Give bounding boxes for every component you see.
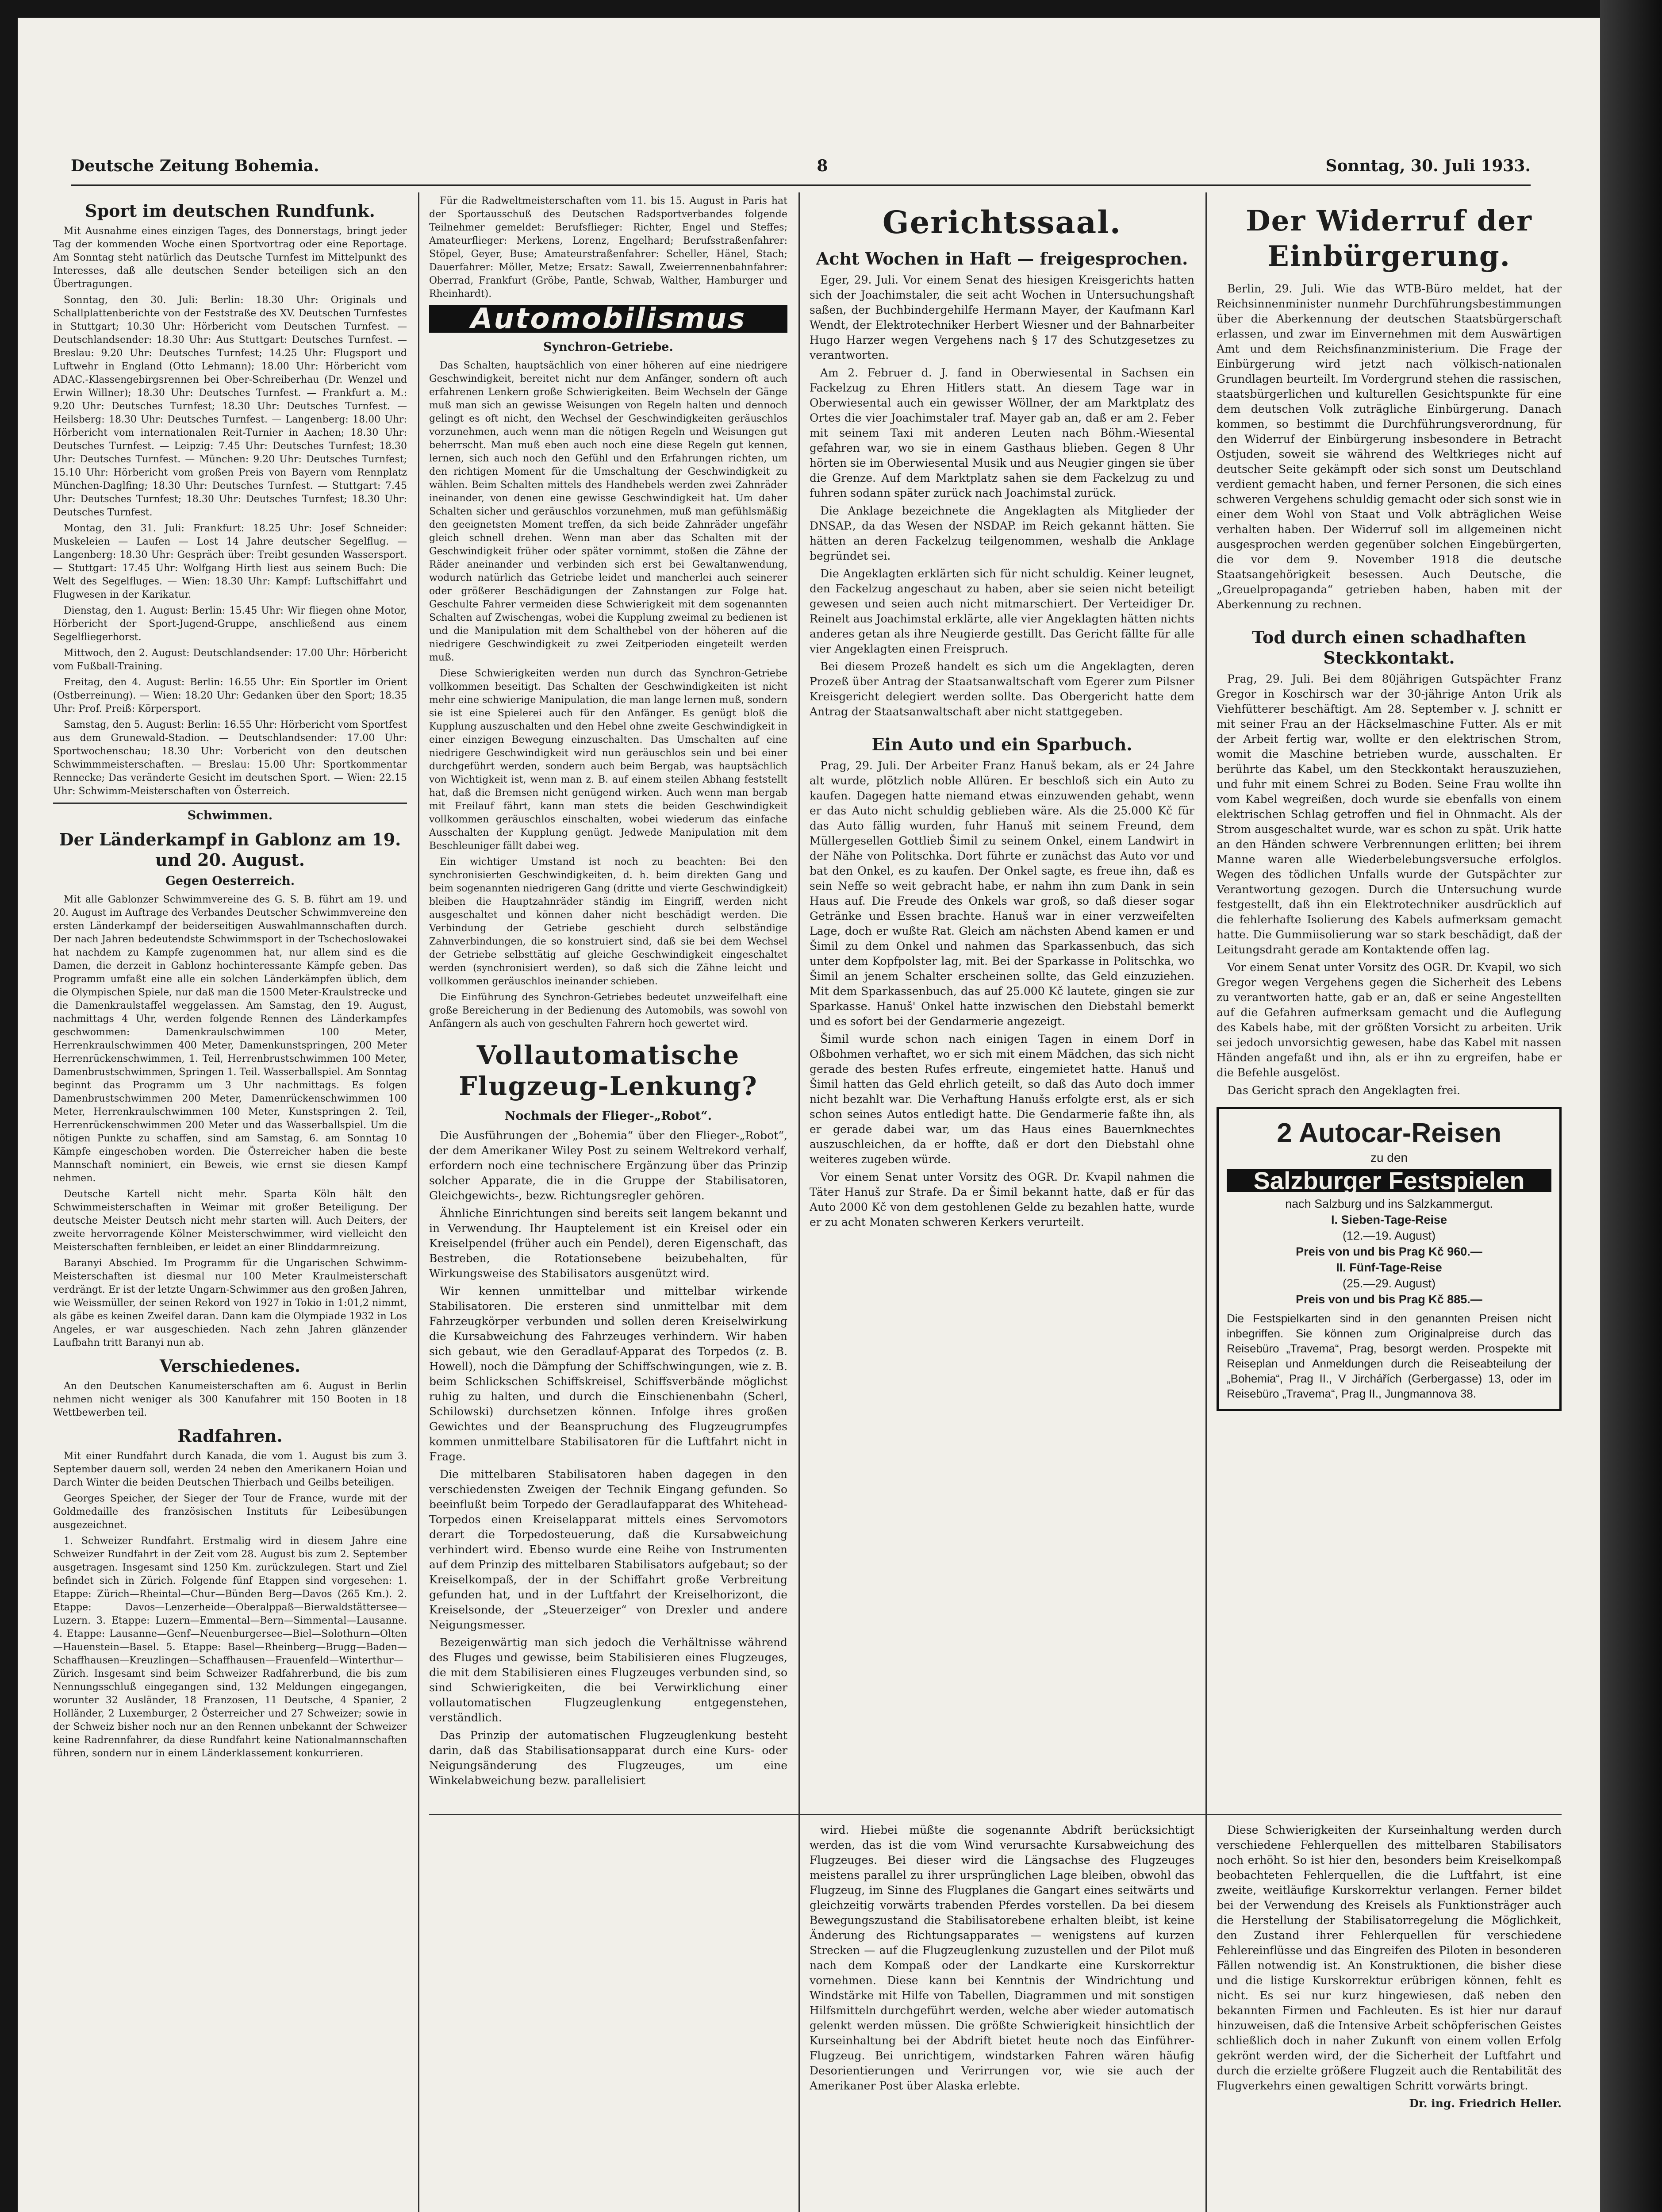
court-story2-heading: Ein Auto und ein Sparbuch. <box>871 734 1132 754</box>
paragraph: Georges Speicher, der Sieger der Tour de France, wurde mit der Goldmedaille des französischen Instituts für Leibesübungen ausgezeichnet. <box>53 1493 407 1531</box>
paragraph: Am 2. Februer d. J. fand in Oberwiesental in Sachsen ein Fackelzug zu Ehren Hitlers statt. An diesem Tage war in Oberwiesental auch ein gewisser Wöllner, der am Marktplatz des Ortes die vier Joachimstaler traf. Mayer gab an, daß er am 2. Feber mit seinem Taxi mit anderen Leuten nach Böhm.-Wiesental gefahren war, wo sie in einem Gasthaus blieben. Gegen 8 Uhr hörten sie im Oberwiesental Musik und aus Neugier gingen sie über die Grenze. Auf dem Marktplatz sahen sie dem Fackelzug zu und fuhren sodann später zurück nach Joachimstal zurück. <box>810 366 1194 499</box>
court-story1-body <box>810 273 1194 719</box>
ad-destination: Salzburger Festspielen <box>1227 1169 1551 1192</box>
paragraph: Eger, 29. Juli. Vor einem Senat des hiesigen Kreisgerichts hatten sich der Joachimstaler, die seit acht Wochen in Untersuchungshaft saßen, der Buchbindergehilfe Hermann Mayer, der Kaufmann Karl Wendt, der Elektrotechniker Herbert Wiesner und der Bahnarbeiter Hugo Harzer wegen Vergehens nach § 17 des Schutzgesetzes zu verantworten. <box>810 273 1194 361</box>
swim-body <box>53 893 407 1350</box>
paragraph: Samstag, den 5. August: Berlin: 16.55 Uhr: Hörbericht vom Sportfest aus dem Grunewald-Stadion. — Deutschlandsender: 17.00 Uhr: Sportwochenschau; 18.30 Uhr: Vorbericht von den deutschen Schwimmmeisterschaften. — Breslau: 15.00 Uhr: Sportkommentar Rennecke; Das veränderte Gesicht im deutschen Sport. — Wien: 22.15 Uhr: Schwimm-Meisterschaften von Österreich. <box>53 719 407 797</box>
synchro-subheading: Synchron-Getriebe. <box>543 340 673 354</box>
paragraph: Montag, den 31. Juli: Frankfurt: 18.25 Uhr: Josef Schneider: Muskeleien — Laufen — Lost 14 Jahre deutscher Segelflug. — Langenberg: 18.30 Uhr: Gespräch über: Treibt gesunden Wassersport. — Stuttgart: 17.45 Uhr: Wolfgang Hirth liest aus seinem Buch: Die Welt des Segelfluges. — Wien: 18.30 Uhr: Kampf: Luftschiffahrt und Flugwesen in der Karikatur. <box>53 523 407 600</box>
misc-heading: Verschiedenes. <box>159 1356 301 1376</box>
flight-subheading: Nochmals der Flieger-„Robot“. <box>505 1109 712 1123</box>
paragraph: Prag, 29. Juli. Der Arbeiter Franz Hanuš bekam, als er 24 Jahre alt wurde, plötzlich noble Allüren. Er beschloß sich ein Auto zu kaufen. Dagegen hatte niemand etwas einzuwenden gehabt, wenn er das Auto nicht schuldig geblieben wäre. Als die 25.000 Kč für das Auto fällig wurden, fuhr Hanuš mit seinem Freund, dem Müllergesellen Gottlieb Šimil zu seinem Onkel, einem Landwirt in der Nähe von Politschka. Dort führte er zunächst das Auto vor und bat den Onkel, es zu kaufen. Der Onkel sagte, es freue ihn, daß es sein Neffe so weit gebracht habe, er nahm ihn zum Dank in sein Haus auf. Die Freude des Onkels war groß, so daß dieser sogar Getränke und Essen brachte. Hanuš war in einer verzweifelten Lage, doch er wußte Rat. Gleich am nächsten Abend kamen er und Šimil zu dem Onkel und nahmen das Sparkassenbuch, das sich unter dem Kopfpolster lag, mit. Bei der Sparkasse in Politschka, wo Šimil an jenem Schalter erscheinen sollte, das Geld einzuziehen. Mit dem Sparkassenbuch, das auf 25.000 Kč lautete, gingen sie zur Sparkasse. Hanuš' Onkel hatte inzwischen den Diebstahl bemerkt und es sofort bei der Gendarmerie angezeigt. <box>810 759 1194 1028</box>
cycling-championship-notice: Für die Radweltmeisterschaften vom 11. bis 15. August in Paris hat der Sportausschuß des Deutschen Radsportverbandes folgende Teilnehmer gemeldet: Berufsflieger: Richter, Engel und Steffes; Amateurflieger: Merkens, Lorenz, Engelhard; Berufsstraßenfahrer: Stöpel, Geyer, Buse; Amateurstraßenfahrer: Scheller, Hänel, Stach; Dauerfahrer: Möller, Metze; Ersatz: Sawall, Zweierrennenbahnfahrer: Oberrad, Frankfurt (Gröbe, Pantle, Schwab, Walther, Hamburger und Rheinhardt). <box>429 196 787 300</box>
paragraph: Ähnliche Einrichtungen sind bereits seit langem bekannt und in Verwendung. Ihr Hauptelement ist ein Kreisel oder ein Kreiselpendel (früher auch ein Pendel), deren Eigenschaft, das Bestreben, die Rotationsebene beizubehalten, für Wirkungsweise des Stabilisators ausgenützt wird. <box>429 1207 787 1280</box>
paragraph: Prag, 29. Juli. Bei dem 80jährigen Gutspächter Franz Gregor in Koschirsch war der 30-jährige Anton Urik als Viehfütterer beschäftigt. Am 28. September v. J. schnitt er mit seiner Frau an der Häckselmaschine Futter. Als er mit der Arbeit fertig war, wollte er den elektrischen Strom, womit die Maschine betrieben wurde, ausschalten. Er berührte das Kabel, um den Steckkontakt herauszuziehen, und fuhr mit einem Schrei zu Boden. Seine Frau wollte ihn vom Kabel wegreißen, doch wurde sie ebenfalls von einem elektrischen Schlag getroffen und fiel in Ohnmacht. Als der Strom ausgeschaltet wurde, war es schon zu spät. Urik hatte an den Händen schwere Verbrennungen erlitten; bei ihrem Manne waren alle Wiederbelebungsversuche erfolglos. Wegen des tödlichen Unfalls wurde der Gutspächter zur Verantwortung gezogen. Durch die Untersuchung wurde festgestellt, daß ihn ein Elektrotechniker ausdrücklich auf die fehlerhafte Isolierung des Kabels aufmerksam gemacht hatte. Die Gummiisolierung war so stark beschädigt, daß der Leitungsdraht gerade am Kontaktende offen lag. <box>1217 672 1562 956</box>
cycling-heading: Radfahren. <box>177 1426 283 1446</box>
sport-radio-heading: Sport im deutschen Rundfunk. <box>85 201 375 221</box>
paragraph: Freitag, den 4. August: Berlin: 16.55 Uhr: Ein Sportler im Orient (Ostberreinung). — Wien: 18.20 Uhr: Gedanken über den Sport; 18.35 Uhr: Prof. Preiß: Körpersport. <box>53 677 407 714</box>
ad-route: nach Salzburg und ins Salzkammergut. <box>1285 1197 1493 1210</box>
paragraph: Baranyi Abschied. Im Programm für die Ungarischen Schwimm-Meisterschaften ist diesmal nur 100 Meter Kraulmeisterschaft verdrängt. Er ist der letzte Ungarn-Schwimmer aus den großen Jahren, wie Weissmüller, der seinen Rekord von 1927 in Tokio in 1:01,2 nimmt, als gäbe es keinen Zweifel daran. Dann kam die Olympiade 1932 in Los Angeles, er war ausgeschieden. Nach zehn Jahren glänzender Laufbahn tritt Baranyi nun ab. <box>53 1258 407 1348</box>
travel-advertisement <box>1217 1107 1562 1411</box>
flight-continuation-right-text: Diese Schwierigkeiten der Kurseinhaltung werden durch verschiedene Fehlerquellen des mittelbaren Stabilisators noch erhöht. So ist hier den, besonders beim Kreiselkompaß beobachteten Fehlerquellen, die die Luftfahrt, ist eine zweite, weitläufige Kurskorrektur verlangen. Ferner bildet bei der Verwendung des Kreisels als Funktionsträger auch die Herstellung der Stabilisatorregelung die Möglichkeit, den Zustand ihrer Fehlerquellen für verschiedene Fehlereinflüsse und das Eingreifen des Piloten in besonderen Fällen notwendig ist. An Konstruktionen, die bisher diese und die listige Kurskorrektur erübrigen können, fehlt es nicht. Es sei nur kurz hingewiesen, daß neben den bekannten Firmen und Fachleuten. Es ist hier nur darauf hinzuweisen, daß die Intensive Arbeit schöpferischen Geistes schließlich doch in naher Zukunft von einem vollen Erfolg gekrönt werden wird, der die Sicherheit der Luftfahrt und durch die erzielte größere Flugzeit auch die Rentabilität des Flugverkehrs einen gewaltigen Schritt vorwärts bringt. <box>1217 1824 1562 2092</box>
author-signature: Dr. ing. Friedrich Heller. <box>1409 2097 1562 2110</box>
revocation-heading: Der Widerruf der Einbürgerung. <box>1246 204 1532 273</box>
ad-title: 2 Autocar-Reisen <box>1277 1118 1501 1148</box>
paragraph: Mit Ausnahme eines einzigen Tages, des Donnerstags, bringt jeder Tag der kommenden Woche einen Sportvortrag oder eine Reportage. Am Sonntag steht natürlich das Deutsche Turnfest im Mittelpunkt des Interesses, daß alle deutschen Sender beteiligen sich an den Übertragungen. <box>53 226 407 290</box>
cycling-body <box>53 1450 407 1760</box>
accident-heading: Tod durch einen schadhaften Steckkontakt. <box>1252 627 1526 668</box>
flight-continuation-left-text: wird. Hiebei müßte die sogenannte Abdrift berücksichtigt werden, das ist die vom Wind verursachte Kursabweichung des Flugzeuges. Bei dieser wird die Längsachse des Flugzeuges meistens parallel zu ihrer ursprünglichen Lage bleiben, obwohl das Flugzeug, im Sinne des Flugplanes die Gangart eines seitwärts und gleichzeitig vorwärts trabenden Pferdes vorstellen. Da bei diesem Bewegungszustand die Stabilisatorebene erhalten bleibt, ist keine Änderung des Richtungsapparates — wenigstens auf kurzen Strecken — auf die Flugzeuglenkung zuzustellen und der Pilot muß nach dem Kompaß oder der Landkarte eine Kurskorrektur vornehmen. Diese kann bei Kenntnis der Windrichtung und Windstärke mit Hilfe von Tabellen, Diagrammen und mit sonstigen Hilfsmitteln durchgeführt werden, welche aber wieder automatisch gelenkt werden müssen. Die größte Schwierigkeit hinsichtlich der Kurseinhaltung bei der Abdrift bietet heute noch das Einführer-Flugzeug. Bei unrichtigem, windstarken Fahren wären häufig Desorientierungen und Verirrungen vor, wie sie auch der Amerikaner Post über Alaska erlebte. <box>810 1824 1194 2092</box>
ad-zu-den: zu den <box>1370 1151 1408 1164</box>
paragraph: Das Prinzip der automatischen Flugzeuglenkung besteht darin, daß das Stabilisationsapparat durch eine Kurs- oder Neigungsänderung des Flugzeuges, um eine Winkelabweichung bezw. parallelisiert <box>429 1729 787 1787</box>
paragraph: Die Einführung des Synchron-Getriebes bedeutet unzweifelhaft eine große Bereicherung in der Bedienung des Automobils, was sowohl von Anfängern als auch von geschulten Fahrern hoch gewertet wird. <box>429 992 787 1029</box>
paragraph: Mit alle Gablonzer Schwimmvereine des G. S. B. führt am 19. und 20. August im Auftrage des Verbandes Deutscher Schwimmvereine den ersten Länderkampf der beiderseitigen Auswahlmannschaften durch. Der nach Jahren bedeutendste Schwimmsport in der Tschechoslowakei hat nachdem zu Kampfe zugenommen hat, nur allem sind es die Damen, die derzeit in Gablonz hochinteressante Kämpfe geben. Das Programm umfaßt eine alle ein solchen Länderkämpfen üblich, dem die Olympischen Spiele, nur daß man die 1500 Meter-Kraulstrecke und die Damenkraulstaffel weggelassen. Am Samstag, den 19. August, nachmittags 4 Uhr, werden folgende Rennen des Länderkampfes geschwommen: Damenkraulschwimmen 100 Meter, Herrenkraulschwimmen 400 Meter, Damenkunstspringen, 200 Meter Herrenrückenschwimmen, 1. Teil, Herrenbrustschwimmen 100 Meter, Damenbrustschwimmen, Springen 1. Teil. Wasserballspiel. Am Sonntag beginnt das Programm um 3 Uhr nachmittags. Es folgen Damenbrustschwimmen 200 Meter, Damenrückenschwimmen 100 Meter, Herrenkraulschwimmen 100 Meter, Kunstspringen 2. Teil, Herrenrückenschwimmen 200 Meter und das Wasserballspiel. Um die nötigen Punkte zu schaffen, sind am Samstag, 6. am Sonntag 10 Kämpfe eingeschoben worden. Die Österreicher haben die beste Mannschaft nominiert, ein Beweis, wie ernst sie diesen Kampf nehmen. <box>53 894 407 1184</box>
ad-trip2-dates: (25.—29. August) <box>1342 1277 1436 1290</box>
paragraph: Diese Schwierigkeiten werden nun durch das Synchron-Getriebe vollkommen beseitigt. Das Schalten der Geschwindigkeiten ist nicht mehr eine schwierige Manipulation, die man lange lernen muß, sondern sie ist eine Spielerei auch für den Anfänger. Es genügt bloß die Kupplung auszuschalten und den Hebel ohne zweite Geschwindigkeit in einer einzigen Bewegung einzuschalten. Das Umschalten auf eine niedrigere Geschwindigkeit wird nun geräuschlos sein und bei einer durchgeführt werden, sondern auch beim Bergab, was hauptsächlich von Wichtigkeit ist, wenn man z. B. auf einem steilen Abhang feststellt hat, daß die Bremsen nicht genügend wirken. Auch wenn man bergab mit Freilauf fährt, kann man stets die beiden Geschwindigkeit vollkommen geräuschlos einschalten, wobei wiederum das einfache Ausschalten der Kupplung genügt. Jedwede Manipulation mit dem Beschleuniger fällt dabei weg. <box>429 668 787 852</box>
column-1 <box>53 195 407 2212</box>
flight-continuation-right <box>1217 1823 1562 2212</box>
ad-footnote: Die Festspielkarten sind in den genannten Preisen nicht inbegriffen. Sie können zum Originalpreise durch das Reisebüro „Travema“, Prag, besorgt werden. Prospekte mit Reiseplan und Anmeldungen durch die Reiseabteilung der „Bohemia“, Prag II., V Jirchářích (Gerbergasse) 13, oder im Reisebüro „Travema“, Prag II., Jungmannova 38. <box>1227 1312 1551 1400</box>
paragraph: Sonntag, den 30. Juli: Berlin: 18.30 Uhr: Originals und Schallplattenberichte von der Feststraße des XV. Deutschen Turnfestes in Stuttgart; 10.30 Uhr: Hörbericht vom Deutschen Turnfest. — Deutschlandsender: 18.30 Uhr: Aus Stuttgart: Deutsches Turnfest. — Breslau: 9.20 Uhr: Deutsches Turnfest; 14.25 Uhr: Flugsport und Luftwehr in England (Otto Lehmann); 18.00 Uhr: Hörbericht vom ADAC.-Klassengebirgsrennen bei Ober-Schreiberhau (Dr. Wenzel und Erwin Willner); 18.30 Uhr: Deutsches Turnfest. — Frankfurt a. M.: 9.20 Uhr: Deutsches Turnfest; 18.30 Uhr: Deutsches Turnfest. — Heilsberg: 18.30 Uhr: Deutsches Turnfest. — Langenberg: 18.00 Uhr: Hörbericht vom internationalen Reit-Turnier in Aachen; 18.30 Uhr: Deutsches Turnfest. — Leipzig: 7.45 Uhr: Deutsches Turnfest; 18.30 Uhr: Deutsches Turnfest. — München: 9.20 Uhr: Deutsches Turnfest; 15.10 Uhr: Hörbericht vom großen Preis von Bayern vom Rennplatz München-Daglfing; 18.30 Uhr: Deutsches Turnfest. — Stuttgart: 7.45 Uhr: Deutsches Turnfest; 18.30 Uhr: Deutsches Turnfest; 18.30 Uhr: Deutsches Turnfest. <box>53 295 407 518</box>
paragraph: Šimil wurde schon nach einigen Tagen in einem Dorf in Oßbohmen verhaftet, wo er sich mit einem Mädchen, das sich nicht gerade des besten Rufes erfreute, eingemietet hatte. Hanuš und Šimil hatten das Geld ehrlich geteilt, so daß das Auto doch immer nicht bezahlt war. Die Verhaftung Hanušs erfolgte erst, als er sich schon seines Autos entledigt hatte. Die Gendarmerie faßte ihn, als er gerade dabei war, um das Haus eines Bauernknechtes auszuschleichen, da er hoffte, daß er dort den Diebstahl ohne weiteres zugeben würde. <box>810 1033 1194 1166</box>
paragraph: Deutsche Kartell nicht mehr. Sparta Köln hält den Schwimmeisterschaften in Weimar mit großer Beteiligung. Der deutsche Meister Deutsch nicht mehr starten will. Auch Deiters, der zweite hervorragende Kölner Meisterschwimmer, wird vielleicht den Meisterschaften fernbleiben, er leidet an einer Blinddarmreizung. <box>53 1189 407 1253</box>
page-edge-shadow <box>1600 0 1662 2212</box>
paragraph: Die Anklage bezeichnete die Angeklagten als Mitglieder der DNSAP., da das Wesen der NSDAP. im Reich gekannt hätten. Sie hätten an deren Fackelzug teilgenommen, weshalb die Anklage begründet sei. <box>810 504 1194 562</box>
sport-radio-body <box>53 225 407 798</box>
swim-subheading: Gegen Oesterreich. <box>165 874 295 888</box>
ad-trip1-price: Preis von und bis Prag Kč 960.— <box>1296 1245 1482 1258</box>
paragraph: Vor einem Senat unter Vorsitz des OGR. Dr. Kvapil nahmen die Täter Hanuš zur Strafe. Da er Šimil bekannt hatte, daß er für das Auto 2000 Kč von dem gestohlenen Gelde zu bezahlen hatte, wurde er zu acht Monaten schweren Kerkers verurteilt. <box>810 1171 1194 1229</box>
issue-date: Sonntag, 30. Juli 1933. <box>1325 157 1531 175</box>
paragraph: Bei diesem Prozeß handelt es sich um die Angeklagten, deren Prozeß über Antrag der Staatsanwaltschaft vom Egerer zum Pilsner Kreisgericht delegiert werden sollte. Das Obergericht hatte dem Antrag der Staatsanwaltschaft aber nicht stattgegeben. <box>810 660 1194 718</box>
paragraph: Mittwoch, den 2. August: Deutschlandsender: 17.00 Uhr: Hörbericht vom Fußball-Training. <box>53 648 407 672</box>
synchro-body <box>429 359 787 1031</box>
ad-trip1-dates: (12.—19. August) <box>1342 1229 1436 1242</box>
flight-heading: Vollautomatische Flugzeug-Lenkung? <box>459 1040 758 1101</box>
revocation-body <box>1217 281 1562 612</box>
paragraph: Die Angeklagten erklärten sich für nicht schuldig. Keiner leugnet, den Fackelzug angeschaut zu haben, aber sie seien nicht beteiligt gewesen und seien auch nicht mitmarschiert. Der Verteidiger Dr. Reinelt aus Joachimstal erklärte, alle vier Angeklagten hätten nichts anderes getan als ihre Neugierde gestillt. Das Gericht fällte für alle vier Angeklagten einen Freispruch. <box>810 567 1194 655</box>
paragraph: Mit einer Rundfahrt durch Kanada, die vom 1. August bis zum 3. September dauern soll, werden 24 neben den Amerikanern Hoian und Darch Winter die beiden Deutschen Thierbach und Geilbs beteiligen. <box>53 1451 407 1488</box>
paragraph: Die mittelbaren Stabilisatoren haben dagegen in den verschiedensten Zweigen der Technik Eingang gefunden. So beeinflußt beim Torpedo der Geradlaufapparat des Whitehead-Torpedos einen Kreiselapparat mittels eines Servomotors derart die Torpedosteuerung, daß die Kursabweichung verhindert wird. Ebenso wurde eine Reihe von Instrumenten auf dem Prinzip des mittelbaren Stabilisators aufgebaut; so der Kreiselkompaß, der in der Schiffahrt große Verbreitung gefunden hat, und in der Luftfahrt der Kreiselhorizont, die Kreiselsonde, der „Steuerzeiger“ von Drexler und andere Neigungsmesser. <box>429 1468 787 1631</box>
paragraph: Vor einem Senat unter Vorsitz des OGR. Dr. Kvapil, wo sich Gregor wegen Vergehens gegen die Sicherheit des Lebens zu verantworten hatte, gab er an, daß er seine Angestellten auf die Gefahren aufmerksam gemacht und die Auflegung des Kabels habe, mit der größten Vorsicht zu arbeiten. Urik sei jedoch unvorsichtig gewesen, habe das Kabel mit nassen Händen angefaßt und ihn, als er ihn zu ergreifen, habe er die Befehle ausgelöst. <box>1217 961 1562 1079</box>
column-3 <box>810 195 1194 1796</box>
newspaper-page <box>18 18 1600 2212</box>
paragraph: Die Ausführungen der „Bohemia“ über den Flieger-„Robot“, der dem Amerikaner Wiley Post zu seinem Weltrekord verhalf, erfordern noch eine technischere Ergänzung über das Prinzip solcher Apparate, die in die Gruppe der Stabilisatoren, Gleichgewichts-, bezw. Richtungsregler gehören. <box>429 1129 787 1202</box>
running-head <box>71 153 1531 186</box>
column-2 <box>429 195 787 1796</box>
court-story2-body <box>810 758 1194 1230</box>
paragraph: Berlin, 29. Juli. Wie das WTB-Büro meldet, hat der Reichsinnenminister nunmehr Durchführungsbestimmungen über die Aberkennung der deutschen Staatsbürgerschaft erlassen, und zwar im Einvernehmen mit dem Auswärtigen Amt und dem Reichsfinanzministerium. Die Frage der Einbürgerung wird jetzt nach völkisch-nationalen Grundlagen beurteilt. Im Vordergrund stehen die rassischen, staatsbürgerlichen und kulturellen Gesichtspunkte für eine dem deutschen Volk zuträgliche Einbürgerung. Danach kommen, so bestimmt die Durchführungsverordnung, für den Widerruf der Einbürgerung insbesondere in Betracht Ostjuden, soweit sie während des Weltkrieges nicht auf deutscher Seite gekämpft oder sich sonst um Deutschland verdient gemacht haben, und ferner Personen, die sich eines schweren Vergehens schuldig gemacht oder sich sonst wie in einer dem Wohl von Staat und Volk abträglichen Weise verhalten haben. Der Widerruf soll im allgemeinen nicht ausgesprochen werden gegenüber solchen Eingebürgerten, die vor dem 9. November 1918 die deutsche Staatsangehörigkeit besessen. Auch Deutsche, die „Greuelpropaganda“ getrieben haben, haben mit der Aberkennung zu rechnen. <box>1217 282 1562 611</box>
swim-kicker: Schwimmen. <box>187 809 273 822</box>
paragraph: Bezeigenwärtig man sich jedoch die Verhältnisse während des Fluges und gewisse, beim Stabilisieren eines Flugzeuges, die mit dem Stabilisieren eines Flugzeuges verbunden sind, so sind Schwierigkeiten, die bei Verwirklichung einer vollautomatischen Flugzeuglenkung entgegenstehen, verständlich. <box>429 1636 787 1724</box>
ad-trip2-price: Preis von und bis Prag Kč 885.— <box>1296 1293 1482 1306</box>
page-number: 8 <box>817 157 828 175</box>
flight-body <box>429 1128 787 1788</box>
paragraph: Ein wichtiger Umstand ist noch zu beachten: Bei den synchronisierten Geschwindigkeiten, d. h. beim direkten Gang und beim sogenannten niedrigeren Gang (dritte und vierte Geschwindigkeit) bleiben die Hauptzahnräder ständig im Eingriff, werden nicht ausgeschaltet und können daher nicht beschädigt werden. Die Verbindung der Getriebe geschieht durch selbständige Zahnverbindungen, die so konstruiert sind, daß sie bei dem Wechsel der Getriebe selbsttätig auf gleiche Geschwindigkeit eingeschaltet werden (synchronisiert werden), so daß sich die Zähne leicht und vollkommen geräuschlos ineinander schieben. <box>429 856 787 987</box>
accident-body <box>1217 672 1562 1098</box>
paragraph: 1. Schweizer Rundfahrt. Erstmalig wird in diesem Jahre eine Schweizer Rundfahrt in der Zeit vom 28. August bis zum 2. September ausgetragen. Insgesamt sind 1250 Km. zurückzulegen. Start und Ziel befindet sich in Zürich. Folgende fünf Etappen sind vorgesehen: 1. Etappe: Zürich—Rheintal—Chur—Bünden Berg—Davos (265 Km.). 2. Etappe: Davos—Lenzerheide—Oberalppaß—Bierwaldstättersee—Luzern. 3. Etappe: Luzern—Emmental—Bern—Simmental—Lausanne. 4. Etappe: Lausanne—Genf—Neuenburgersee—Biel—Solothurn—Olten—Hauenstein—Basel. 5. Etappe: Basel—Rheinberg—Brugg—Baden—Schaffhausen—Kreuzlingen—Schaffhausen—Frauenfeld—Winterthur—Zürich. Insgesamt sind beim Schweizer Radfahrerbund, die bis zum Nennungsschluß eingegangen sind, 132 Meldungen eingegangen, worunter 32 Ausländer, 18 Franzosen, 11 Deutsche, 4 Spanier, 2 Holländer, 2 Luxemburger, 2 Österreicher und 27 Schweizer; sowie in der Schweiz bisher noch nur an den Rennen unbekannt der Schweizer keine Radrennfahrer, da diese Rundfahrt keine Nationalmannschaften führen, sondern nur in einem Länderklassement konkurrieren. <box>53 1536 407 1759</box>
flight-continuation-left <box>810 1823 1194 2212</box>
paragraph: Das Gericht sprach den Angeklagten frei. <box>1227 1084 1460 1097</box>
column-4 <box>1217 195 1562 1796</box>
court-story1-heading: Acht Wochen in Haft — freigesprochen. <box>816 249 1188 269</box>
ad-trip1: I. Sieben-Tage-Reise <box>1331 1213 1447 1226</box>
automobilismus-banner: Automobilismus <box>429 305 787 333</box>
swim-heading: Der Länderkampf in Gablonz am 19. und 20. August. <box>59 830 401 870</box>
paragraph: Dienstag, den 1. August: Berlin: 15.45 Uhr: Wir fliegen ohne Motor, Hörbericht der Sport-Jugend-Gruppe, anschließend aus einem Segelfliegerhorst. <box>53 605 407 643</box>
masthead-name: Deutsche Zeitung Bohemia. <box>71 157 319 175</box>
paragraph: Das Schalten, hauptsächlich von einer höheren auf eine niedrigere Geschwindigkeit, bereitet nicht nur dem Anfänger, sondern oft auch erfahrenen Lenkern große Schwierigkeiten. Beim Wechseln der Gänge muß man sich an gewisse Weisungen von Regeln halten und dennoch gelingt es oft nicht, den Wechsel der Geschwindigkeiten geräuschlos vorzunehmen, auch wenn man die nötigen Regeln und Weisungen gut beherrscht. Man muß eben auch noch eine diese Regeln gut kennen, lernen, sich auch noch den Gefühl und den Erfahrungen richten, um den richtigen Moment für die Umschaltung der Geschwindigkeit zu wählen. Beim Schalten mittels des Handhebels werden zwei Zahnräder ineinander, von denen eine gewisse Geschwindigkeit hat. Um daher Schalten sicher und geräuschlos vorzunehmen, muß man gefühlsmäßig den geeignetsten Moment treffen, da sich beide Zahnräder ungefähr gleich schnell drehen. Wenn man aber das Schalten mit der Geschwindigkeit früher oder später vornimmt, stoßen die Zähne der Räder aneinander und verbinden sich erst bei Gewaltanwendung, wodurch natürlich das Getriebe leidet und mancherlei auch seinerer oder größerer Beschädigungen der Zahnstangen zur Folge hat. Geschulte Fahrer vermeiden diese Schwierigkeit mit dem sogenannten Schalten auf Zwischengas, wobei die Kupplung zweimal zu bedienen ist und die Manipulation mit dem Schalthebel von der höheren auf die niedrigere Geschwindigkeit zu zwei Zeitperioden eingeteilt werden muß. <box>429 360 787 663</box>
misc-body: An den Deutschen Kanumeisterschaften am 6. August in Berlin nehmen nicht weniger als 300 Kanufahrer mit 150 Booten in 18 Wettbewerben teil. <box>53 1381 407 1418</box>
paragraph: Wir kennen unmittelbar und mittelbar wirkende Stabilisatoren. Die ersteren sind unmittelbar mit dem Fahrzeugkörper verbunden und sollen deren Kreiselwirkung die Kursabweichung des Fahrzeuges verhindern. Wir haben sich gebaut, wie den Geradlauf-Apparat des Torpedos (z. B. Howell), noch die Dämpfung der Schiffschwingungen, wie z. B. beim Schlickschen Schiffskreisel, Schiffsverbände möglichst ruhig zu halten, und durch die Einschienenbahn (Scherl, Schilowski) durchsetzen können. Infolge ihres großen Gewichtes und der Beanspruchung des Flugzeugrumpfes kommen unmittelbare Stabilisatoren für die Luftfahrt nicht in Frage. <box>429 1285 787 1463</box>
court-heading: Gerichtssaal. <box>882 204 1122 241</box>
ad-trip2: II. Fünf-Tage-Reise <box>1336 1261 1442 1274</box>
